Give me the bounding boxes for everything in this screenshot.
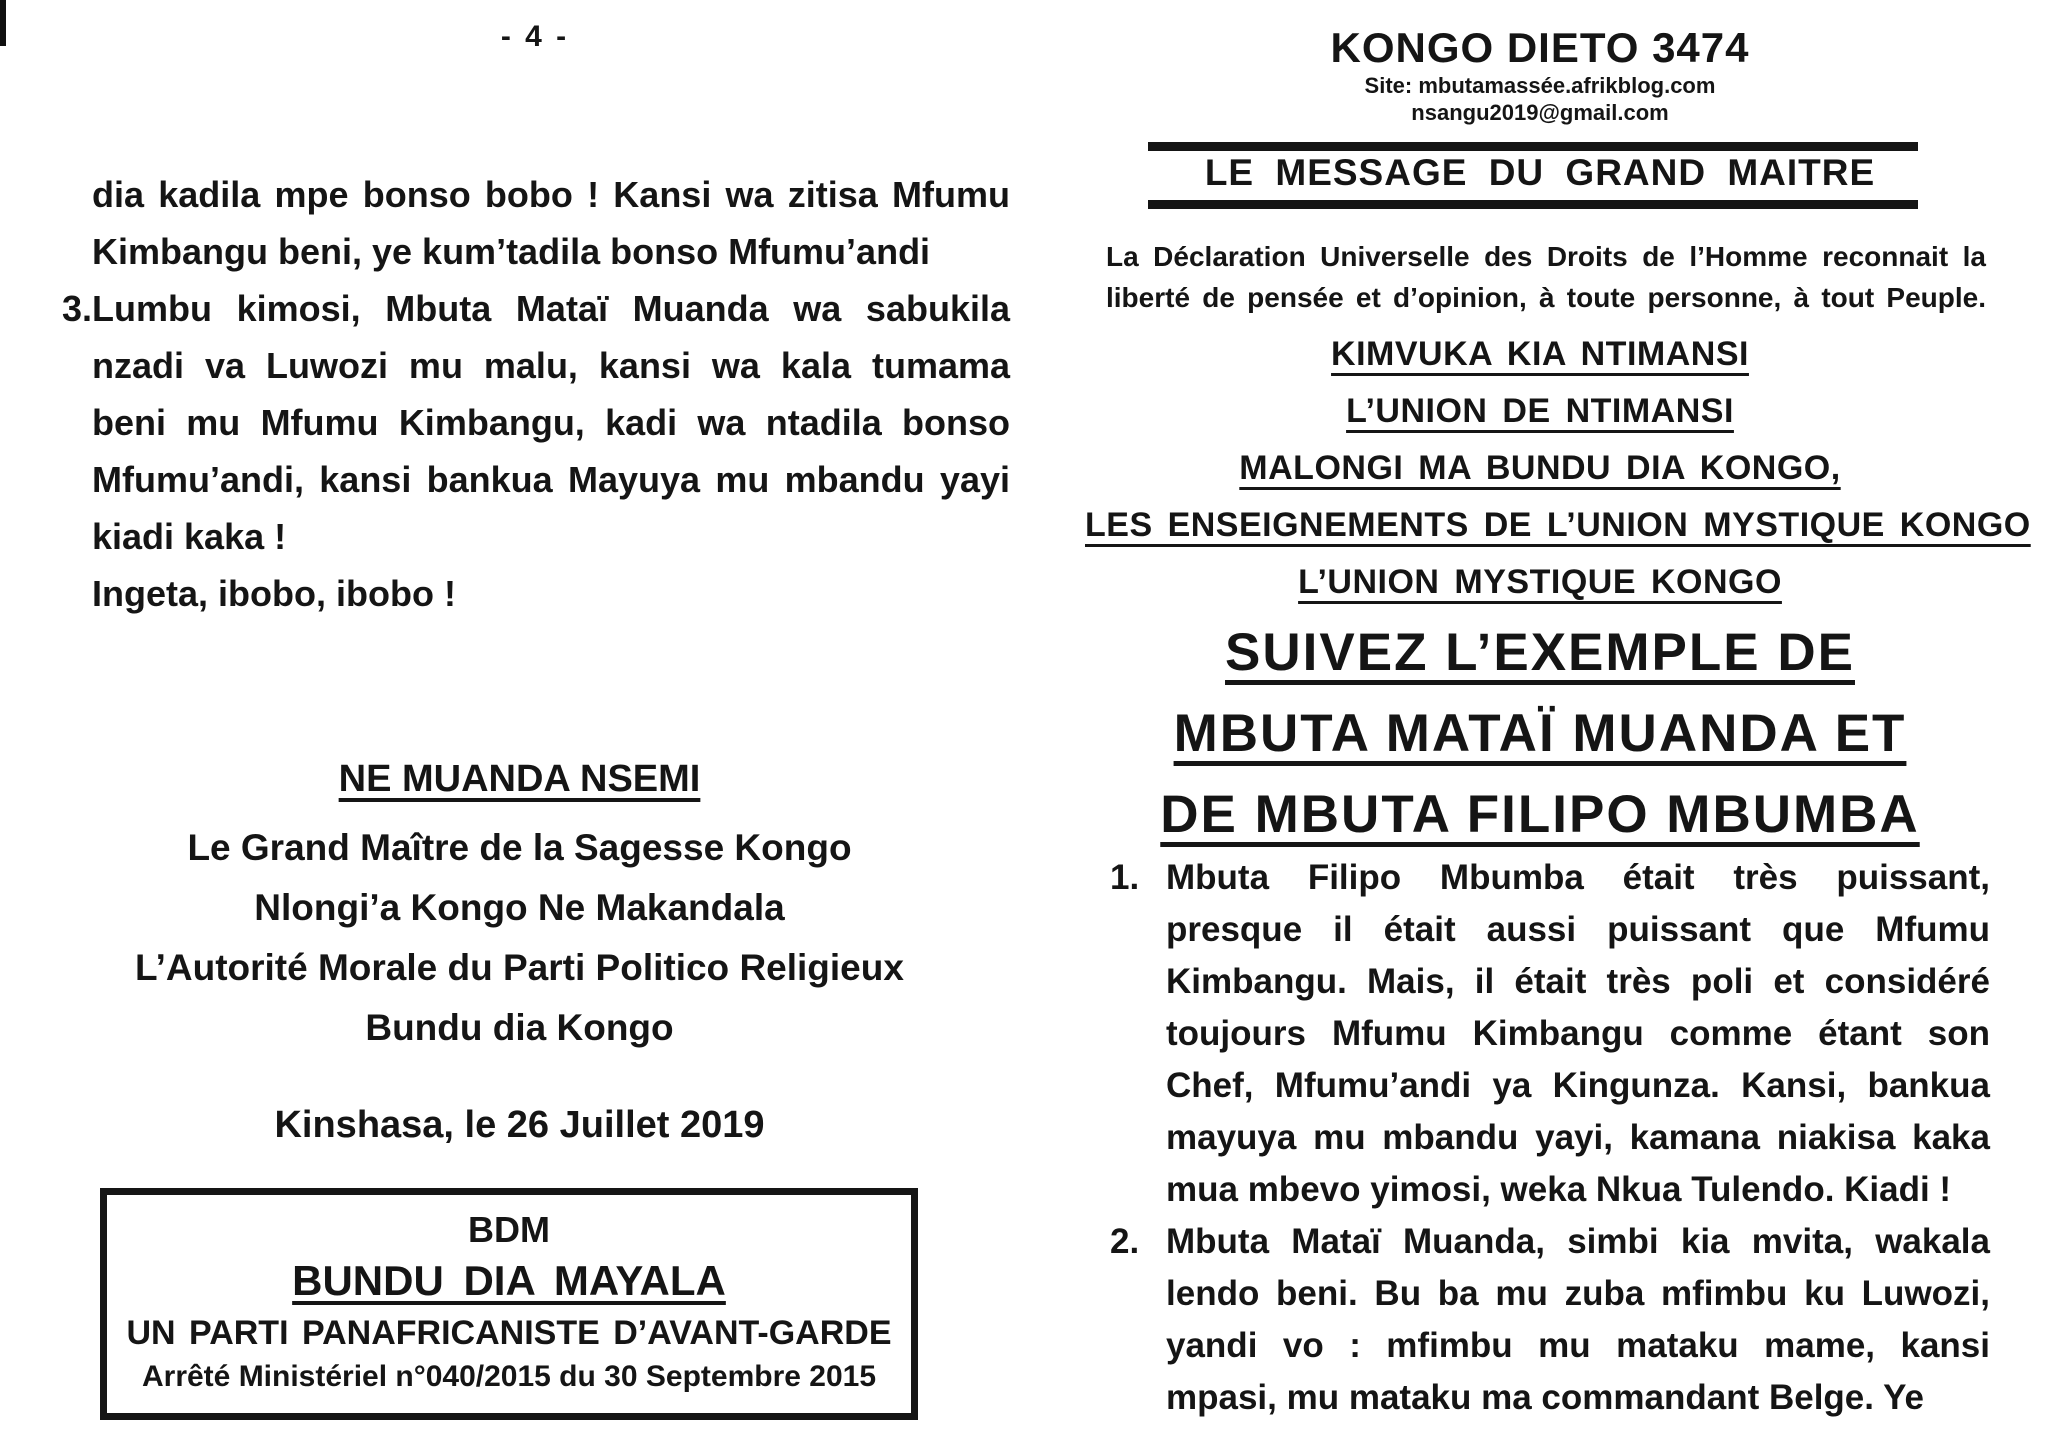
numbered-item-2 bbox=[1110, 1216, 1990, 1424]
section-heading bbox=[1085, 497, 2031, 554]
signature-title-line: Le Grand Maître de la Sagesse Kongo bbox=[187, 827, 852, 868]
main-title-line-wrap bbox=[1085, 774, 1995, 855]
numbered-item-1 bbox=[1110, 852, 1990, 1216]
item-3-lines bbox=[92, 280, 1010, 565]
section-heading-text: MALONGI MA BUNDU DIA KONGO, bbox=[1239, 449, 1841, 487]
text-line: Chef, Mfumu’andi ya Kingunza. Kansi, bankua bbox=[1166, 1066, 1990, 1105]
text-line: kiadi kaka ! bbox=[92, 516, 287, 557]
dateline: Kinshasa, le 26 Juillet 2019 bbox=[274, 1104, 765, 1146]
signature-title-line: L’Autorité Morale du Parti Politico Religieux bbox=[135, 947, 904, 988]
intro-paragraph bbox=[92, 166, 1010, 280]
message-banner: LE MESSAGE DU GRAND MAITRE bbox=[1204, 152, 1876, 193]
section-heading-text: LES ENSEIGNEMENTS DE L’UNION MYSTIQUE KONGO bbox=[1085, 506, 2031, 544]
text-line: liberté de pensée et d’opinion, à toute personne, à tout Peuple. bbox=[1106, 282, 1986, 313]
closing-line: Ingeta, ibobo, ibobo ! bbox=[92, 573, 456, 614]
text-line: Mbuta Mataï Muanda, simbi kia mvita, wakala bbox=[1166, 1222, 1990, 1261]
masthead-site-line: Site: mbutamassée.afrikblog.com bbox=[1364, 73, 1716, 98]
text-line: beni mu Mfumu Kimbangu, kadi wa ntadila bonso bbox=[92, 402, 1010, 443]
main-title-line: DE MBUTA FILIPO MBUMBA bbox=[1160, 785, 1920, 844]
section-heading bbox=[1085, 440, 1995, 497]
text-line: mayuya mu mbandu yayi, kamana niakisa kaka bbox=[1166, 1118, 1990, 1157]
party-box bbox=[100, 1188, 918, 1420]
page-number: - 4 - bbox=[500, 20, 570, 53]
section-heading bbox=[1085, 326, 1995, 383]
section-heading bbox=[1085, 554, 1995, 611]
party-decree: Arrêté Ministériel n°040/2015 du 30 Septembre 2015 bbox=[141, 1360, 877, 1393]
main-title-line-wrap bbox=[1085, 693, 1995, 774]
declaration-paragraph bbox=[1106, 236, 1986, 318]
masthead-email-line: nsangu2019@gmail.com bbox=[1411, 100, 1669, 125]
item-number: 2. bbox=[1110, 1222, 1140, 1261]
text-line: dia kadila mpe bonso bobo ! Kansi wa zitisa Mfumu bbox=[92, 174, 1010, 215]
item-2-lines bbox=[1166, 1216, 1990, 1424]
main-title bbox=[1085, 612, 1995, 855]
text-line: nzadi va Luwozi mu malu, kansi wa kala tumama bbox=[92, 345, 1010, 386]
main-title-line-wrap bbox=[1085, 612, 1995, 693]
party-name-wrap bbox=[107, 1253, 911, 1309]
text-line: Kimbangu. Mais, il était très poli et considéré bbox=[1166, 962, 1990, 1001]
left-page-body bbox=[62, 166, 1010, 622]
masthead-title: KONGO DIETO 3474 bbox=[1330, 24, 1750, 71]
text-line: presque il était aussi puissant que Mfumu bbox=[1166, 910, 1990, 949]
party-abbreviation: BDM bbox=[468, 1209, 550, 1250]
numbered-item-3 bbox=[62, 280, 1010, 565]
signature-titles bbox=[62, 818, 977, 1058]
item-number: 3. bbox=[62, 288, 93, 329]
text-line: yandi vo : mfimbu mu mataku mame, kansi bbox=[1166, 1326, 1990, 1365]
party-name: BUNDU DIA MAYALA bbox=[292, 1257, 726, 1304]
banner-rule-top bbox=[1148, 142, 1918, 151]
text-line: La Déclaration Universelle des Droits de l’Homme reconnait la bbox=[1106, 241, 1986, 272]
party-tagline: UN PARTI PANAFRICANISTE D’AVANT-GARDE bbox=[126, 1314, 892, 1352]
main-title-line: MBUTA MATAÏ MUANDA ET bbox=[1173, 704, 1907, 763]
masthead bbox=[1085, 24, 1995, 126]
text-line: Lumbu kimosi, Mbuta Mataï Muanda wa sabukila bbox=[92, 288, 1010, 329]
item-1-lines bbox=[1166, 852, 1990, 1216]
signature-title-line: Bundu dia Kongo bbox=[365, 1007, 674, 1048]
main-title-line: SUIVEZ L’EXEMPLE DE bbox=[1225, 623, 1855, 682]
text-line: lendo beni. Bu ba mu zuba mfimbu ku Luwozi, bbox=[1166, 1274, 1990, 1313]
text-line: mpasi, mu mataku ma commandant Belge. Ye bbox=[1166, 1378, 1924, 1417]
item-number: 1. bbox=[1110, 858, 1140, 897]
section-heading-text: L’UNION MYSTIQUE KONGO bbox=[1298, 563, 1782, 601]
text-line: Kimbangu beni, ye kum’tadila bonso Mfumu’andi bbox=[92, 231, 931, 272]
text-line: Mbuta Filipo Mbumba était très puissant, bbox=[1166, 858, 1990, 897]
text-line: mua mbevo yimosi, weka Nkua Tulendo. Kiadi ! bbox=[1166, 1170, 1952, 1209]
section-headings bbox=[1085, 326, 2031, 611]
right-page-list bbox=[1110, 852, 1990, 1424]
section-heading-text: KIMVUKA KIA NTIMANSI bbox=[1331, 335, 1749, 373]
text-line: Mfumu’andi, kansi bankua Mayuya mu mbandu yayi bbox=[92, 459, 1010, 500]
text-line: toujours Mfumu Kimbangu comme étant son bbox=[1166, 1014, 1990, 1053]
signature-name-heading: NE MUANDA NSEMI bbox=[338, 758, 701, 800]
scan-artifact bbox=[0, 0, 6, 46]
signature-title-line: Nlongi’a Kongo Ne Makandala bbox=[254, 887, 785, 928]
banner-rule-bottom bbox=[1148, 200, 1918, 209]
section-heading bbox=[1085, 383, 1995, 440]
section-heading-text: L’UNION DE NTIMANSI bbox=[1346, 392, 1734, 430]
